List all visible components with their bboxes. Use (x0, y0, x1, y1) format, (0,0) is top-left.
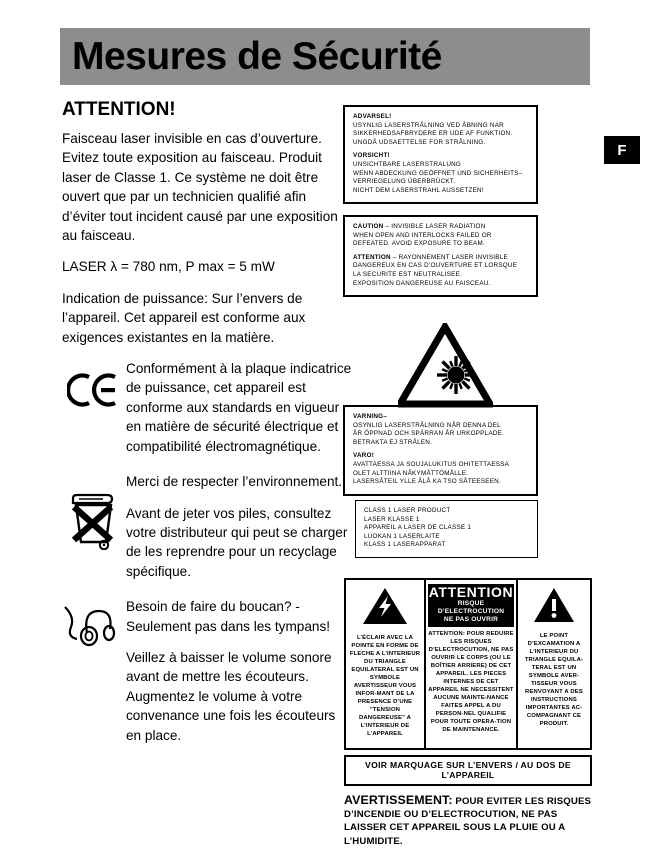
attention-banner-line2: NE PAS OUVRIR (443, 616, 499, 624)
ce-compliance-text: Conformément à la plaque indicatrice de puissance, cet appareil est conforme aux standards en vigueur en matière de sécurité électrique et compatibilité électromagnétique. (126, 361, 352, 454)
laser-spec-paragraph: LASER λ = 780 nm, P max = 5 mW (62, 259, 275, 275)
headphone-headline-text: Besoin de faire du boucan? - Seulement pas dans les tympans! (126, 599, 331, 634)
exclamation-triangle-icon (532, 586, 576, 629)
laser-warning-box-danish-german (343, 105, 538, 204)
warning-line: VORSICHT! (353, 152, 390, 160)
lightning-warning-text: L’ÉCLAIR AVEC LA POINTE EN FORME DE FLECHE A L’INTERIEUR DU TRIANGLE EQUILATERAL EST UN SYMBOLE AVERTISSEUR VOUS INFOR-MANT DE LA PRESENCE D’UNE "TENSION DANGEREUSE" A L’INTERIEUR DE L’APPAREIL (349, 635, 421, 737)
headphone-volume-block (62, 597, 352, 745)
ce-mark-icon (62, 359, 124, 407)
warning-line: LASERSÅTEIL YLLE ÅLÅ KA TSO SÅTEESEEN. (353, 478, 501, 486)
laser-warning-box-english-french (343, 215, 538, 297)
page-title: Mesures de Sécurité (72, 35, 442, 78)
warning-line: SIKKERHEDSAFBRYDERE ER UDE AF FUNKTION. (353, 130, 513, 138)
instructions-warning-text: LE POINT D’EXCAMATION A L’INTERIEUR DU TRIANGLE EQUILA-TERAL EST UN SYMBOLE AVER-TISSEUR VOUS RENVOYANT A DES INSTRUCTIONS IMPORTANTES AC-COMPAGNANT CE PRODUIT. (524, 633, 584, 727)
warning-line: USYNLIG LASERSTRÅLNING VED ÅBNING NAR (353, 121, 504, 129)
electrical-safety-block (344, 578, 592, 848)
warning-line-prefix: ATTENTION (353, 253, 391, 261)
battery-disposal-text: Avant de jeter vos piles, consultez votre distributeur qui peut se charger de les reprendre pour un recyclage spécifique. (126, 505, 348, 579)
lightning-warning-panel (346, 580, 426, 748)
crossed-out-wheelie-bin-icon (62, 472, 124, 550)
attention-banner-title: ATTENTION (428, 584, 514, 600)
language-badge (604, 136, 640, 164)
warning-line-prefix: CAUTION (353, 223, 384, 230)
warning-line: NICHT DEM LASERSTRAHL AUSSETZEN! (353, 186, 484, 194)
triple-warning-panel (344, 578, 592, 750)
headphones-icon (62, 597, 124, 653)
warning-line: AVATTAESSA JA SOUJALUKITUS OHITETTAESSA (353, 460, 510, 468)
avertissement-body: POUR EVITER LES RISQUES D’INCENDIE OU D’ELECTROCUTION, NE PAS LAISSER CET APPAREIL SOUS LA PLUIE OU A L’HUMIDITE. (344, 796, 592, 847)
attention-heading: ATTENTION! (62, 99, 176, 120)
left-column (62, 100, 352, 745)
warning-line: CAUTION – INVISIBLE LASER RADIATION (353, 223, 486, 230)
battery-disposal-block (62, 472, 352, 581)
electrocution-warning-panel (426, 580, 518, 748)
headphone-volume-text: Veillez à baisser le volume sonore avant de mettre les écouteurs. Augmentez le volume à votre convenance une fois les écouteurs en place. (126, 649, 336, 743)
warning-line: LA SECURITE EST NEUTRALISEE. (353, 270, 463, 278)
laser-warning-box-swedish-finnish (343, 405, 538, 496)
warning-line: VARNING– (353, 413, 388, 420)
laser-radiation-triangle-icon (398, 323, 493, 408)
attention-banner-line1: RISQUE D’ELECTROCUTION (437, 600, 505, 616)
warning-line: BETRAKTA EJ STRÅLEN. (353, 438, 433, 446)
warning-line: OLET ALTTIINA NÅKYMÅTTÖMÅLLE. (353, 469, 469, 477)
warning-line: LUOKAN 1 LASERLAITE (364, 532, 440, 540)
warning-line: VARO! (353, 452, 375, 460)
warning-line: UNGDÅ UDSAETTELSE FOR STRÅLNING. (353, 138, 486, 146)
language-badge-label: F (617, 141, 627, 159)
warning-line: KLASS 1 LASERAPPARAT (364, 541, 446, 549)
warning-line: EXPOSITION DANGEREUSE AU FAISCEAU. (353, 279, 491, 287)
warning-line: LASER KLASSE 1 (364, 515, 420, 523)
warning-line: ÅR ÖPPNAD OCH SPÄRRAN ÅR URKOPPLADE. (353, 430, 505, 438)
warning-line: ATTENTION – RAYONNEMENT LASER INVISIBLE (353, 253, 508, 261)
warning-line: APPAREIL A LASER DE CLASSE 1 (364, 524, 472, 532)
warning-line: CLASS 1 LASER PRODUCT (364, 507, 451, 514)
ce-compliance-block (62, 359, 352, 456)
class-1-laser-product-box (355, 500, 538, 558)
warning-line: VERRIEGELUNG ÜBERBRÜCKT. (353, 178, 456, 186)
attention-banner (428, 584, 514, 627)
power-indication-paragraph: Indication de puissance: Sur l’envers de l’appareil. Cet appareil est conforme aux exigences existantes en la matière. (62, 290, 306, 345)
instructions-warning-panel (518, 580, 590, 748)
voir-marquage-bar: VOIR MARQUAGE SUR L’ENVERS / AU DOS DE L’APPAREIL (344, 755, 592, 786)
lightning-bolt-triangle-icon (361, 586, 409, 631)
avertissement-lead: AVERTISSEMENT: (344, 793, 453, 807)
environment-text: Merci de respecter l’environnement. (126, 474, 343, 490)
warning-line: OSYNLIG LASERSTRÅLNING NÅR DENNA DEL (353, 421, 501, 429)
electrocution-warning-text: ATTENTION: POUR REDUIRE LES RISQUES D’ELECTROCUTION, NE PAS OUVRIR LE CORPS (OU LE BOÎTIER ARRIERE) DE CET APPAREIL. LES PIECES INTERNES DE CET APPAREIL NE NECESSITENT AUCUNE MAINTE-NANCE FAITES APPEL A DU PERSON-NEL QUALIFIE POUR TOUTE OPERA-TION DE MAINTENANCE. (428, 630, 514, 733)
warning-line: WHEN OPEN AND INTERLOCKS FAILED OR (353, 231, 492, 239)
laser-warning-paragraph: Faisceau laser invisible en cas d’ouverture. Evitez toute exposition au faisceau. Produit laser de Classe 1. Ce système ne doit être ouvert que par un technicien qualifié afin d’éviter tout incident causé par une exposition au faisceau. (62, 131, 338, 244)
warning-line: WENN ABDECKUNG GEÖFFNET UND SICHERHEITS– (353, 169, 523, 177)
warning-line: UNSICHTBARE LASERSTRALUNG (353, 160, 462, 168)
warning-line: DANGEREUX EN CAS D’OUVERTURE ET LORSQUE (353, 262, 518, 270)
avertissement-paragraph (344, 794, 592, 848)
warning-line: ADVARSEL! (353, 113, 392, 120)
warning-line: DEFEATED. AVOID EXPOSURE TO BEAM. (353, 240, 486, 248)
